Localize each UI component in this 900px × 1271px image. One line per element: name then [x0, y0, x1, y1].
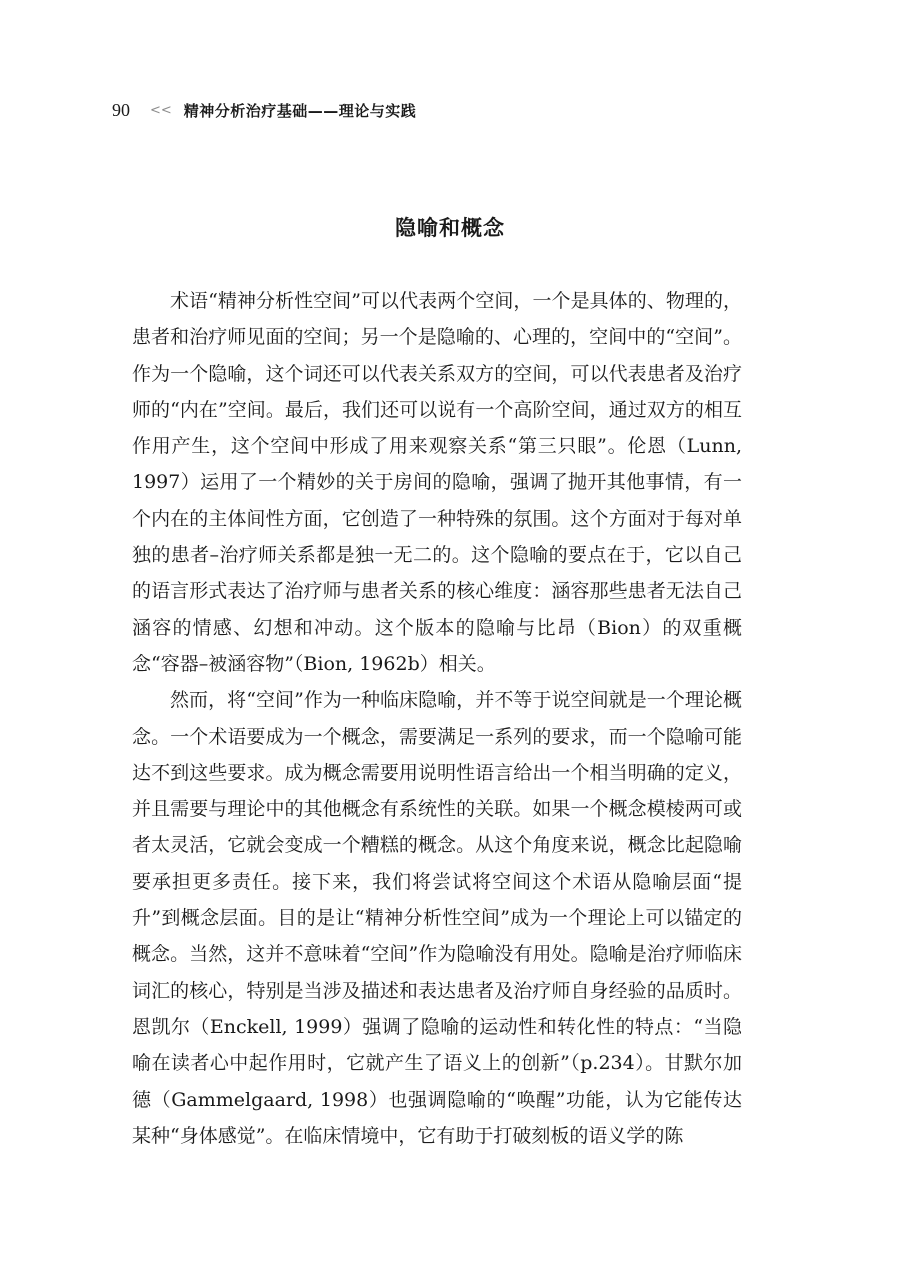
book-title: 精神分析治疗基础——理论与实践: [183, 101, 417, 120]
body-text: [132, 283, 742, 1154]
page-number: 90: [112, 99, 130, 120]
running-header: [112, 96, 416, 124]
section-title: 隐喻和概念: [395, 216, 505, 240]
paragraph-1: 术语“精神分析性空间”可以代表两个空间，一个是具体的、物理的，患者和治疗师见面的空间；另一个是隐喻的、心理的，空间中的“空间”。作为一个隐喻，这个词还可以代表关系双方的空间，可以代表患者及治疗师的“内在”空间。最后，我们还可以说有一个高阶空间，通过双方的相互作用产生，这个空间中形成了用来观察关系“第三只眼”。伦恩（Lunn, 1997）运用了一个精妙的关于房间的隐喻，强调了抛开其他事情，有一个内在的主体间性方面，它创造了一种特殊的氛围。这个方面对于每对单独的患者–治疗师关系都是独一无二的。这个隐喻的要点在于，它以自己的语言形式表达了治疗师与患者关系的核心维度：涵容那些患者无法自己涵容的情感、幻想和冲动。这个版本的隐喻与比昂（Bion）的双重概念“容器–被涵容物”（Bion, 1962b）相关。: [132, 290, 742, 675]
chevron-left-icon: <<: [150, 102, 172, 118]
paragraph-2: 然而，将“空间”作为一种临床隐喻，并不等于说空间就是一个理论概念。一个术语要成为一个概念，需要满足一系列的要求，而一个隐喻可能达不到这些要求。成为概念需要用说明性语言给出一个相当明确的定义，并且需要与理论中的其他概念有系统性的关联。如果一个概念模棱两可或者太灵活，它就会变成一个糟糕的概念。从这个角度来说，概念比起隐喻要承担更多责任。接下来，我们将尝试将空间这个术语从隐喻层面“提升”到概念层面。目的是让“精神分析性空间”成为一个理论上可以锚定的概念。当然，这并不意味着“空间”作为隐喻没有用处。隐喻是治疗师临床词汇的核心，特别是当涉及描述和表达患者及治疗师自身经验的品质时。恩凯尔（Enckell, 1999）强调了隐喻的运动性和转化性的特点：“当隐喻在读者心中起作用时，它就产生了语义上的创新”（p.234）。甘默尔加德（Gammelgaard, 1998）也强调隐喻的“唤醒”功能，认为它能传达某种“身体感觉”。在临床情境中，它有助于打破刻板的语义学的陈: [132, 689, 742, 1147]
